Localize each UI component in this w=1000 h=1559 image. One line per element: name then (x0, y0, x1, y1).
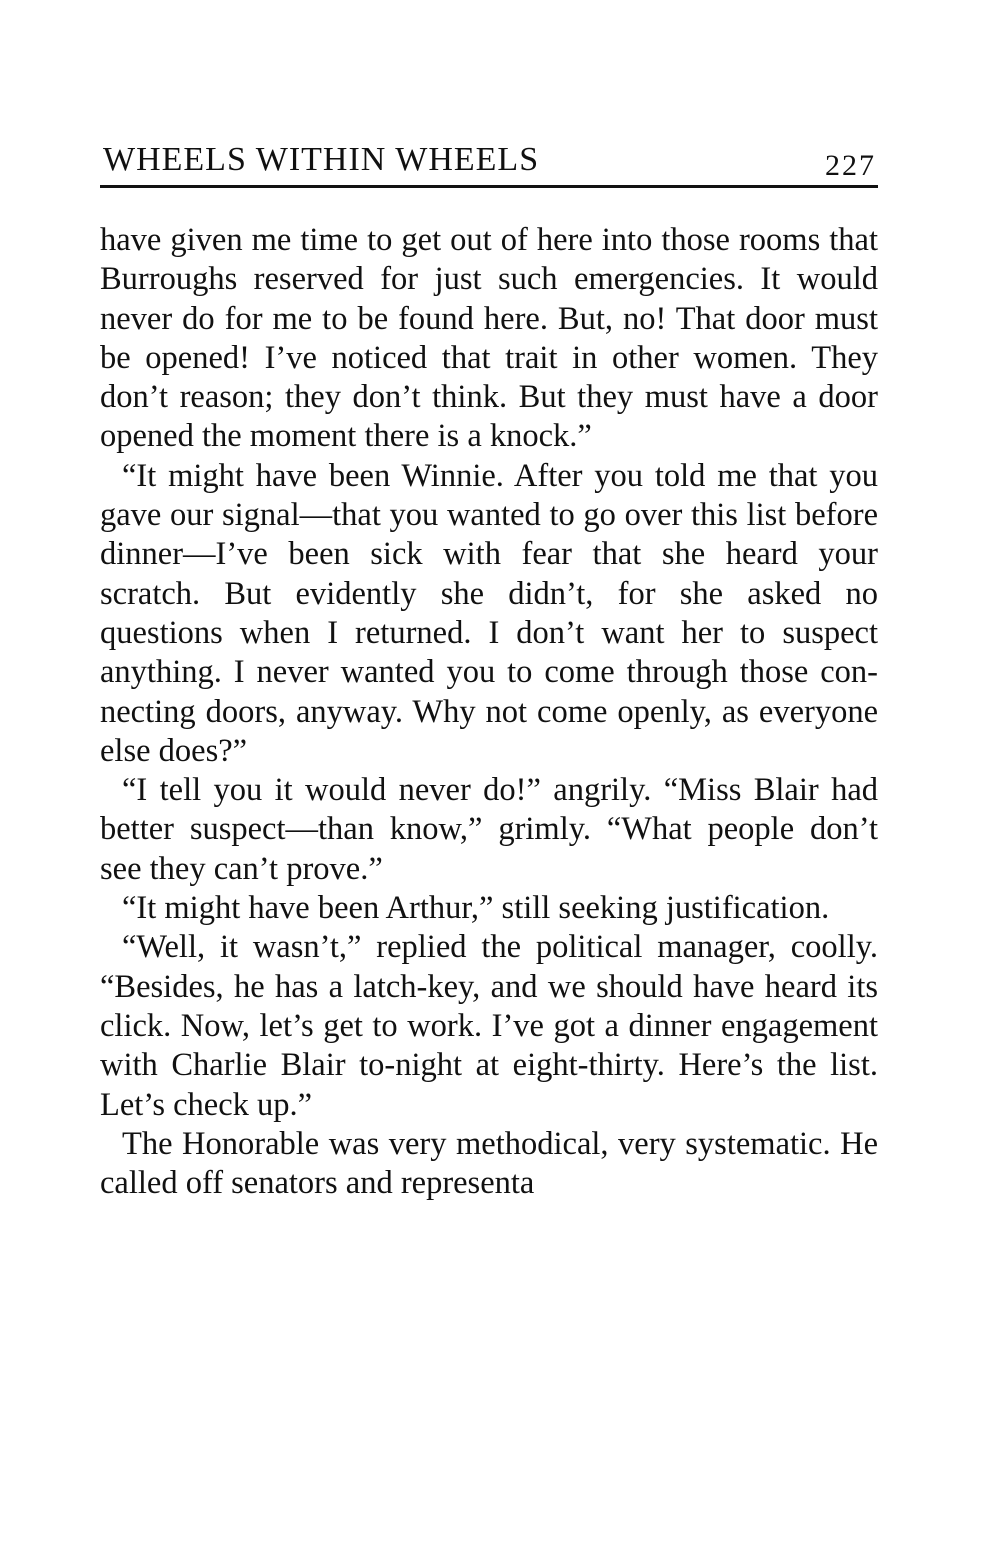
body-text (100, 221, 878, 1203)
page-number: 227 (825, 149, 876, 182)
paragraph: “I tell you it would never do!” angrily. “Miss Blair had better suspect—than know,” grimly. “What people don’t see they can’t prove.” (100, 772, 878, 887)
paragraph: “It might have been Arthur,” still seeking justification. (122, 890, 830, 927)
book-page (100, 140, 878, 1203)
running-title: WHEELS WITHIN WHEELS (103, 141, 540, 178)
paragraph: “Well, it wasn’t,” replied the political manager, coolly. “Besides, he has a latch-key, and we should have heard its click. Now, let’s get to work. I’ve got a dinner engagement with Charlie Blair to-night at eight-thirty. Here’s the list. Let’s check up.” (100, 929, 878, 1123)
paragraph: The Honorable was very methodical, very systematic. He called off senators and representa (100, 1125, 878, 1202)
paragraph: “It might have been Winnie. After you told me that you gave our signal—that you wanted to go over this list before dinner—I’ve been sick with fear that she heard your scratch. But evidently she didn’t, for she asked no questions when I returned. I don’t want her to suspect anything. I never wanted you to come through those connecting doors, anyway. Why not come openly, as everyone else does?” (100, 457, 878, 769)
running-head (100, 140, 878, 188)
header-rule (100, 185, 878, 188)
paragraph: have given me time to get out of here into those rooms that Burroughs reserved for just such emergencies. It would never do for me to be found here. But, no! That door must be opened! I’ve noticed that trait in other women. They don’t reason; they don’t think. But they must have a door opened the moment there is a knock.” (100, 222, 878, 455)
